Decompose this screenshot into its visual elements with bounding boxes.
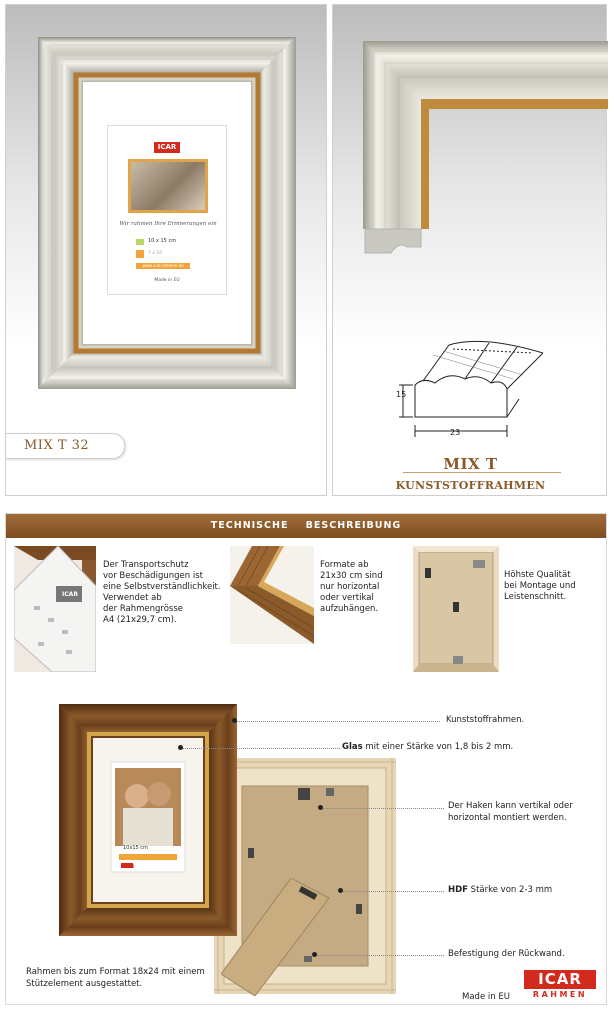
bottom-note [26, 966, 205, 990]
product-code-tab [6, 433, 125, 459]
profile-technical-drawing [393, 335, 573, 450]
insert-made-in: Made in EU [154, 278, 180, 283]
insert-size-mini: 10x15 cm [123, 845, 148, 851]
feature-transport-line: eine Selbstverständlichkeit. [103, 582, 221, 592]
frame-stand-image [221, 878, 351, 996]
frame-back-image [413, 546, 499, 672]
insert-size-label-2: 7 x 10 [148, 251, 163, 256]
insert-script-line: Wir rahmen Ihre Erinnerungen ein [119, 221, 217, 227]
annotation-hdf-bold: HDF [448, 885, 468, 895]
bottom-note-line: Rahmen bis zum Format 18x24 mit einem [26, 967, 205, 977]
transport-protection-logo: ICAR [62, 591, 78, 598]
leader-hdf [342, 891, 444, 892]
icar-rahmen-logo [524, 970, 596, 1000]
made-in-label: Made in EU [462, 992, 510, 1002]
annotation-haken-line: horizontal montiert werden. [448, 813, 567, 823]
frame-corner-image [363, 41, 608, 257]
leader-kunststoff [236, 721, 440, 722]
insert-size-swatch-orange [136, 250, 144, 258]
feature-format-line: nur horizontal [320, 582, 380, 592]
product-insert-card [107, 125, 227, 295]
annotation-glas [342, 742, 513, 752]
feature-transport-line: vor Beschädigungen ist [103, 571, 203, 581]
model-subtitle: KUNSTSTOFFRAHMEN [395, 479, 546, 492]
logo-icar: ICAR [524, 970, 596, 989]
leader-befestigung [316, 955, 444, 956]
tech-header-bar [6, 514, 606, 538]
feature-transport-line: A4 (21x29,7 cm). [103, 615, 177, 625]
technical-description-panel [5, 513, 607, 1005]
insert-url-bar: www.icar-rahmen.de [136, 263, 190, 269]
annotation-hdf-text: Stärke von 2-3 mm [467, 885, 553, 895]
insert-photo [128, 159, 208, 213]
logo-rahmen: RAHMEN [532, 990, 588, 999]
feature-transport-line: der Rahmengrösse [103, 604, 184, 614]
feature-format-line: Formate ab [320, 560, 369, 570]
annotation-kunststoff: Kunststoffrahmen. [446, 715, 525, 725]
feature-quality-line: bei Montage und [504, 581, 576, 591]
leader-dot-glas [178, 745, 183, 750]
model-title: MIX T [443, 455, 498, 473]
feature-quality-line: Höhste Qualität [504, 570, 571, 580]
annotation-haken-line: Der Haken kann vertikal oder [448, 801, 573, 811]
feature-quality-line: Leistenschnitt. [504, 592, 567, 602]
annotation-haken [448, 800, 573, 824]
dimension-height: 15 [396, 390, 407, 399]
insert-size-label [148, 238, 176, 244]
dimension-width: 23 [450, 428, 461, 437]
leader-dot-kunststoff [232, 718, 237, 723]
feature-format-text [320, 560, 410, 615]
feature-quality-text [504, 570, 604, 603]
feature-transport-line: Verwendet ab [103, 593, 162, 603]
wood-frame-front-image [59, 704, 237, 936]
insert-size-value: 10 x 15 [148, 238, 167, 244]
insert-size-unit: cm [168, 238, 177, 244]
profile-drawing-panel [332, 4, 607, 496]
annotation-glas-text: mit einer Stärke von 1,8 bis 2 mm. [362, 742, 514, 752]
leader-dot-hdf [338, 888, 343, 893]
annotation-befestigung: Befestigung der Rückwand. [448, 949, 565, 959]
leader-glas [182, 748, 340, 749]
bottom-note-line: Stützelement ausgestattet. [26, 979, 143, 989]
feature-format-line: aufzuhängen. [320, 604, 379, 614]
feature-transport-line: Der Transportschutz [103, 560, 189, 570]
feature-format-line: 21x30 cm sind [320, 571, 383, 581]
product-code: MIX T 32 [24, 438, 90, 453]
leader-dot-befestigung [312, 952, 317, 957]
tech-header-title: TECHNISCHE BESCHREIBUNG [210, 520, 402, 531]
leader-dot-haken [318, 805, 323, 810]
annotation-hdf [448, 885, 552, 895]
product-photo-panel [5, 4, 327, 496]
insert-size-swatch-green [136, 239, 144, 245]
wood-corner-image [230, 546, 314, 644]
annotation-glas-bold: Glas [342, 742, 363, 752]
insert-brand-logo: ICAR [154, 142, 180, 153]
transport-protection-image [14, 546, 96, 672]
leader-haken [322, 808, 444, 809]
feature-format-line: oder vertikal [320, 593, 374, 603]
insert-brand-mini: ICAR [121, 864, 135, 870]
